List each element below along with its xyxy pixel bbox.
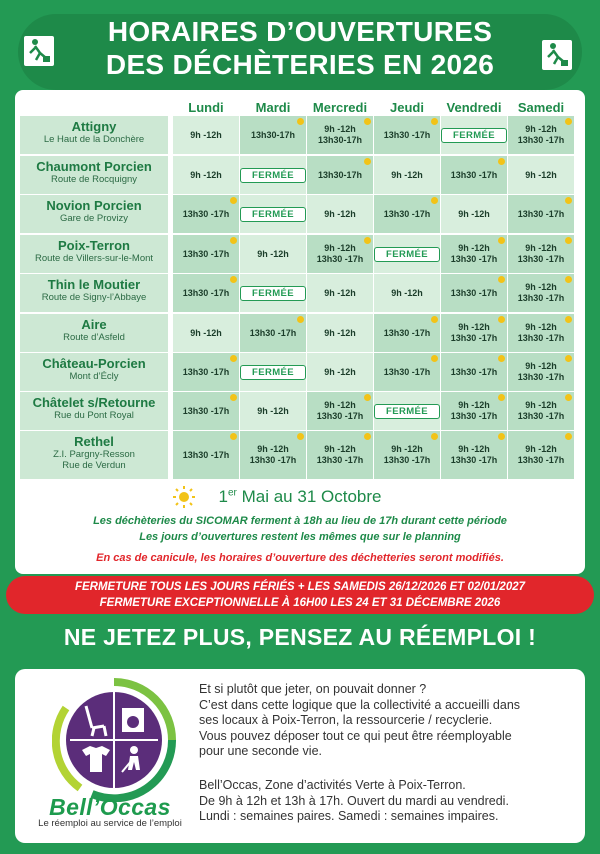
hours-text: 9h -12h <box>190 327 222 338</box>
hours-text: 13h30 -17h <box>517 372 565 382</box>
sun-icon <box>565 197 572 204</box>
sun-icon <box>431 433 438 440</box>
hours-cell <box>307 314 373 352</box>
washing-machine-icon <box>122 708 144 732</box>
site-name: Thin le Moutier <box>47 277 141 292</box>
hours-text: 9h -12h <box>525 243 557 253</box>
hours-cell <box>173 392 239 430</box>
site-cell <box>20 116 168 154</box>
hours-cell <box>307 353 373 391</box>
site-address: Mont d’Écly <box>69 371 119 382</box>
sun-icon <box>565 433 572 440</box>
hours-cell <box>374 195 440 233</box>
hours-text: 13h30 -17h <box>450 169 498 180</box>
site-name: Poix-Terron <box>58 238 130 253</box>
hours-text: 9h -12h <box>324 124 356 134</box>
reuse-address-line: Lundi : semaines paires. Samedi : semaines impaires. <box>199 809 499 824</box>
hours-cell <box>173 116 239 154</box>
hours-text: 13h30 -17h <box>450 455 498 465</box>
site-address: Route de Rocquigny <box>50 174 138 185</box>
hours-text: 9h -12h <box>257 444 289 454</box>
hours-cell <box>441 116 507 154</box>
hours-cell <box>173 274 239 312</box>
hours-cell <box>374 116 440 154</box>
sun-icon <box>364 394 371 401</box>
site-cell <box>20 274 168 312</box>
reuse-description <box>199 682 589 760</box>
day-header: Samedi <box>517 100 565 115</box>
sun-icon <box>565 316 572 323</box>
hours-cell <box>441 195 507 233</box>
hours-text: 13h30 -17h <box>450 287 498 298</box>
hours-cell <box>374 353 440 391</box>
hours-text: 13h30 -17h <box>316 254 364 264</box>
hours-cell <box>307 392 373 430</box>
sun-icon <box>364 237 371 244</box>
hours-text: 13h30 -17h <box>182 287 230 298</box>
sun-icon <box>364 158 371 165</box>
hours-text: 9h -12h <box>257 405 289 416</box>
heatwave-note: En cas de canicule, les horaires d’ouverture des déchetteries seront modifiés. <box>96 552 504 564</box>
hours-text: 9h -12h <box>391 444 423 454</box>
hours-text: 13h30 -17h <box>517 208 565 219</box>
hours-text: 13h30 -17h <box>316 455 364 465</box>
hours-cell <box>307 116 373 154</box>
hours-text: 13h30 -17h <box>450 254 498 264</box>
sun-icon <box>498 355 505 362</box>
hours-cell <box>374 235 440 273</box>
hours-cell <box>240 156 306 194</box>
recycling-person-icon <box>22 34 56 68</box>
hours-cell <box>307 431 373 479</box>
hours-text: 13h30 -17h <box>517 135 565 145</box>
sun-icon <box>297 433 304 440</box>
hours-text: 13h30 -17h <box>383 366 431 377</box>
page-title-line2: DES DÉCHÈTERIES EN 2026 <box>105 49 495 80</box>
sun-icon <box>297 316 304 323</box>
hours-cell <box>508 235 574 273</box>
site-name: Châtelet s/Retourne <box>32 395 156 410</box>
sun-icon <box>230 276 237 283</box>
site-cell <box>20 235 168 273</box>
hours-text: 9h -12h <box>324 327 356 338</box>
reuse-body-line: C’est dans cette logique que la collectivité a accueilli dans <box>199 697 521 712</box>
sun-icon <box>230 197 237 204</box>
site-cell <box>20 353 168 391</box>
table-row <box>20 314 578 352</box>
hours-text: 9h -12h <box>257 248 289 259</box>
hours-text: 9h -12h <box>324 243 356 253</box>
day-header: Mercredi <box>312 100 368 115</box>
sun-icon <box>364 433 371 440</box>
hours-text: 13h30 -17h <box>316 411 364 421</box>
hours-text: 13h30 -17h <box>182 248 230 259</box>
hours-cell <box>307 235 373 273</box>
hours-cell <box>508 274 574 312</box>
summer-note-2: Les jours d’ouvertures restent les mêmes que sur le planning <box>139 531 461 543</box>
hours-text: 9h -12h <box>391 287 423 298</box>
hours-text: 13h30 -17h <box>450 366 498 377</box>
recycling-person-icon <box>540 38 574 72</box>
closure-line-1: FERMETURE TOUS LES JOURS FÉRIÉS + LES SAMEDIS 26/12/2026 ET 02/01/2027 <box>74 581 526 593</box>
hours-text: 9h -12h <box>190 169 222 180</box>
sun-icon <box>565 118 572 125</box>
hours-text: 9h -12h <box>525 322 557 332</box>
site-cell <box>20 392 168 430</box>
closed-badge: FERMÉE <box>374 404 440 419</box>
hours-cell <box>240 235 306 273</box>
site-name: Novion Porcien <box>46 198 142 213</box>
hours-text: 9h -12h <box>525 361 557 371</box>
hours-text: 13h30 -17h <box>383 208 431 219</box>
hours-text: 13h30 -17h <box>517 333 565 343</box>
reuse-body-line: Et si plutôt que jeter, on pouvait donner ? <box>199 682 427 696</box>
table-row <box>20 116 578 154</box>
hours-text: 13h30 -17h <box>182 208 230 219</box>
hours-cell <box>173 314 239 352</box>
reuse-body-line: Vous pouvez déposer tout ce qui peut être réemployable <box>199 728 512 743</box>
site-name: Attigny <box>71 119 117 134</box>
site-address: Rue de Verdun <box>62 460 126 471</box>
hours-text: 9h -12h <box>525 444 557 454</box>
sun-icon <box>297 118 304 125</box>
sun-icon <box>498 158 505 165</box>
closed-badge: FERMÉE <box>441 128 507 143</box>
closed-badge: FERMÉE <box>240 286 306 301</box>
reuse-slogan: NE JETEZ PLUS, PENSEZ AU RÉEMPLOI ! <box>63 624 537 650</box>
hours-text: 13h30 -17h <box>517 293 565 303</box>
header <box>0 0 600 90</box>
hours-cell <box>374 274 440 312</box>
site-address: Le Haut de la Donchère <box>43 134 145 145</box>
brand-name: Bell’Occas <box>49 794 171 820</box>
hours-cell <box>173 353 239 391</box>
site-address: Route de Signy-l’Abbaye <box>41 292 147 303</box>
sun-icon <box>565 276 572 283</box>
sun-icon <box>498 316 505 323</box>
sun-icon <box>230 237 237 244</box>
hours-text: 9h -12h <box>458 208 490 219</box>
hours-text: 9h -12h <box>458 444 490 454</box>
hours-cell <box>508 156 574 194</box>
hours-cell <box>508 116 574 154</box>
site-address: Z.I. Pargny-Resson <box>53 449 135 460</box>
hours-cell <box>441 156 507 194</box>
hours-cell <box>173 156 239 194</box>
sun-icon <box>431 118 438 125</box>
hours-cell <box>240 314 306 352</box>
hours-text: 13h30-17h <box>250 129 296 140</box>
hours-text: 9h -12h <box>324 400 356 410</box>
sun-icon <box>431 316 438 323</box>
hours-cell <box>508 353 574 391</box>
hours-cell <box>441 353 507 391</box>
hours-text: 13h30 -17h <box>182 405 230 416</box>
site-address: Rue du Pont Royal <box>54 410 134 421</box>
reuse-address <box>199 778 589 825</box>
hours-text: 9h -12h <box>391 169 423 180</box>
brand-tagline: Le réemploi au service de l’emploi <box>38 818 182 829</box>
hours-cell <box>441 392 507 430</box>
hours-text: 9h -12h <box>324 287 356 298</box>
site-cell <box>20 156 168 194</box>
closure-line-2: FERMETURE EXCEPTIONNELLE À 16H00 LES 24 ET 31 DÉCEMBRE 2026 <box>99 597 501 609</box>
hours-cell <box>374 156 440 194</box>
hours-text: 13h30-17h <box>317 135 363 145</box>
sun-icon <box>364 118 371 125</box>
hours-text: 13h30 -17h <box>517 411 565 421</box>
closed-badge: FERMÉE <box>374 247 440 262</box>
site-address: Route d’Asfeld <box>63 332 125 343</box>
site-name: Aire <box>81 317 107 332</box>
site-name: Château-Porcien <box>42 356 146 371</box>
hours-text: 13h30 -17h <box>383 129 431 140</box>
hours-cell <box>508 431 574 479</box>
bell-occas-logo <box>52 678 176 802</box>
table-row <box>20 195 578 233</box>
sun-icon <box>565 394 572 401</box>
hours-cell <box>441 235 507 273</box>
hours-text: 9h -12h <box>190 129 222 140</box>
hours-text: 9h -12h <box>525 169 557 180</box>
hours-text: 13h30 -17h <box>517 455 565 465</box>
hours-text: 9h -12h <box>525 282 557 292</box>
table-row <box>20 156 578 194</box>
sun-icon <box>230 433 237 440</box>
closed-badge: FERMÉE <box>240 365 306 380</box>
hours-text: 13h30 -17h <box>450 411 498 421</box>
summer-note-1: Les déchèteries du SICOMAR ferment à 18h au lieu de 17h durant cette période <box>93 515 507 527</box>
hours-text: 9h -12h <box>324 208 356 219</box>
sun-icon <box>230 355 237 362</box>
table-row <box>20 274 578 312</box>
hours-cell <box>441 314 507 352</box>
hours-cell <box>508 314 574 352</box>
site-name: Chaumont Porcien <box>36 159 152 174</box>
reuse-body-line: pour une seconde vie. <box>199 744 323 759</box>
hours-text: 13h30 -17h <box>383 327 431 338</box>
hours-cell <box>173 235 239 273</box>
day-header: Jeudi <box>390 100 424 115</box>
hours-text: 13h30 -17h <box>182 366 230 377</box>
reuse-address-line: Bell’Occas, Zone d’activités Verte à Poix-Terron. <box>199 778 466 792</box>
day-header: Lundi <box>188 100 224 115</box>
reuse-body-line: ses locaux à Poix-Terron, la ressourcerie / recyclerie. <box>199 713 493 728</box>
hours-text: 13h30 -17h <box>249 327 297 338</box>
hours-text: 9h -12h <box>525 400 557 410</box>
hours-cell <box>240 195 306 233</box>
site-address: Route de Villers-sur-le-Mont <box>34 253 154 264</box>
hours-cell <box>173 431 239 479</box>
site-cell <box>20 314 168 352</box>
sun-icon <box>498 276 505 283</box>
day-header: Mardi <box>255 100 291 115</box>
hours-cell <box>307 274 373 312</box>
hours-text: 9h -12h <box>324 444 356 454</box>
site-cell <box>20 195 168 233</box>
hours-cell <box>240 274 306 312</box>
hours-cell <box>307 195 373 233</box>
hours-cell <box>240 116 306 154</box>
table-row <box>20 392 578 430</box>
site-address: Gare de Provizy <box>59 213 129 224</box>
hours-text: 13h30 -17h <box>383 455 431 465</box>
hours-text: 13h30 -17h <box>517 254 565 264</box>
closed-badge: FERMÉE <box>240 207 306 222</box>
sun-icon <box>498 433 505 440</box>
hours-text: 9h -12h <box>458 400 490 410</box>
sun-icon <box>498 237 505 244</box>
hours-text: 13h30 -17h <box>182 449 230 460</box>
hours-cell <box>240 353 306 391</box>
hours-text: 9h -12h <box>324 366 356 377</box>
hours-cell <box>374 431 440 479</box>
sun-icon <box>431 355 438 362</box>
hours-text: 13h30-17h <box>317 169 363 180</box>
sun-icon <box>431 197 438 204</box>
sun-icon <box>230 394 237 401</box>
hours-cell <box>508 392 574 430</box>
sun-icon <box>565 237 572 244</box>
sun-icon <box>498 394 505 401</box>
table-row <box>20 353 578 391</box>
hours-cell <box>441 431 507 479</box>
hours-cell <box>240 431 306 479</box>
hours-cell <box>374 392 440 430</box>
day-header: Vendredi <box>446 100 502 115</box>
hours-cell <box>441 274 507 312</box>
closed-badge: FERMÉE <box>240 168 306 183</box>
site-cell <box>20 431 168 479</box>
hours-cell <box>240 392 306 430</box>
summer-period: 1er Mai au 31 Octobre <box>218 487 382 506</box>
hours-text: 9h -12h <box>525 124 557 134</box>
hours-cell <box>374 314 440 352</box>
table-row <box>20 431 578 479</box>
hours-text: 13h30 -17h <box>450 333 498 343</box>
hours-text: 9h -12h <box>458 243 490 253</box>
site-name: Rethel <box>74 434 114 449</box>
hours-cell <box>508 195 574 233</box>
hours-cell <box>173 195 239 233</box>
reuse-address-line: De 9h à 12h et 13h à 17h. Ouvert du mardi au vendredi. <box>199 793 509 808</box>
hours-cell <box>307 156 373 194</box>
page-title-line1: HORAIRES D’OUVERTURES <box>107 16 493 47</box>
sun-icon <box>565 355 572 362</box>
table-row <box>20 235 578 273</box>
hours-text: 9h -12h <box>458 322 490 332</box>
hours-text: 13h30 -17h <box>249 455 297 465</box>
